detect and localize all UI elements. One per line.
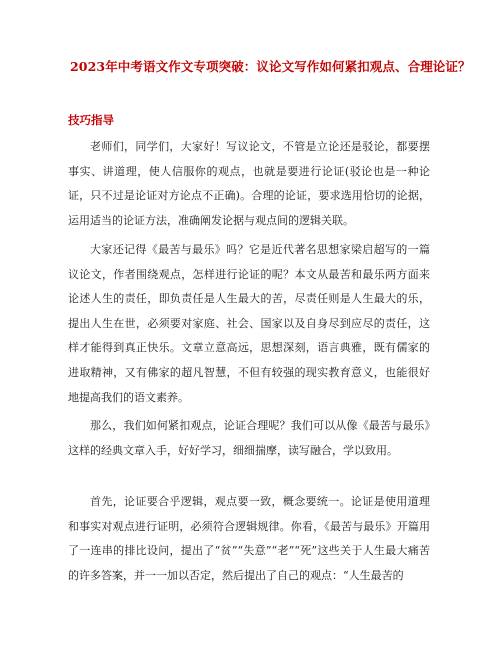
paragraph-question: 那么，我们如何紧扣观点，论证合理呢？我们可以从像《最苦与最乐》这样的经典文章入手，好好学习，细细揣摩，读写融合，学以致用。 [68,419,430,457]
paragraph-first-point: 首先，论证要合乎逻辑，观点要一致，概念要统一。论证是使用道理和事实对观点进行证明，必须符合逻辑规律。你看，《最苦与最乐》开篇用了一连串的排比设问，提出了“贫”“失意”“老”“死”这些关于人生最大痛苦的许多答案，并一一加以否定，然后提出了自己的观点：“人生最苦的 [68,495,430,582]
document-title: 2023年中考语文作文专项突破：议论文写作如何紧扣观点、合理论证？ [70,59,471,74]
paragraph-example: 大家还记得《最苦与最乐》吗？它是近代著名思想家梁启超写的一篇议论文，作者围绕观点，怎样进行论证的呢？本文从最苦和最乐两方面来论述人生的责任，即负责任是人生最大的苦，尽责任则是人生最大的乐，提出人生在世，必须要对家庭、社会、国家以及自身尽到应尽的责任，这样才能得到真正快乐。文章立意高远，思想深刻，语言典雅，既有儒家的进取精神，又有佛家的超凡智慧，不但有较强的现实教育意义，也能很好地提高我们的语文素养。 [68,243,430,404]
section-heading: 技巧指导 [68,113,114,127]
paragraph-intro: 老师们，同学们，大家好！写议论文，不管是立论还是驳论，都要摆事实、讲道理，使人信服你的观点，也就是要进行论证(驳论也是一种论证，只不过是论证对方论点不正确)。合理的论证，要求选用恰切的论据，运用适当的论证方法，准确阐发论据与观点间的逻辑关联。 [68,140,430,227]
